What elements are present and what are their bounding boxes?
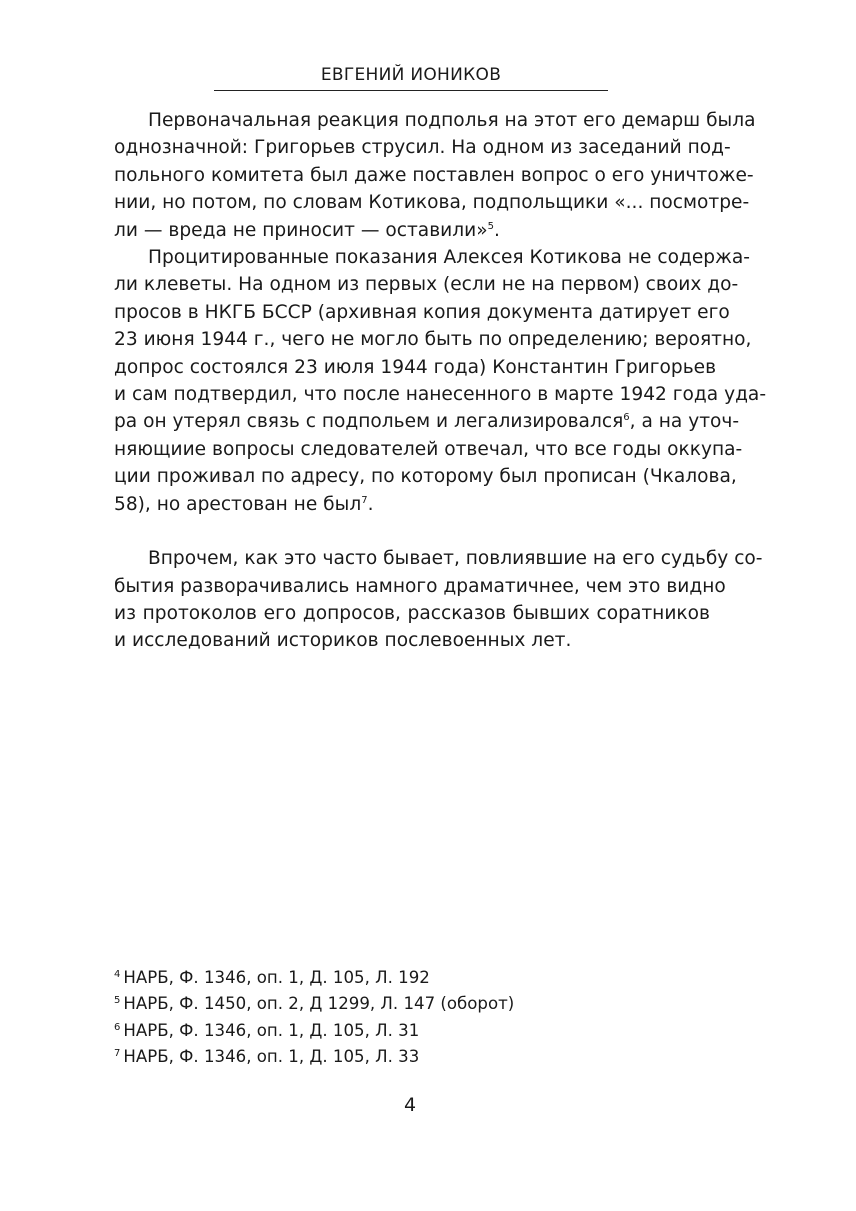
text-line: Первоначальная реакция подполья на этот его демарш была (148, 110, 756, 131)
footnote-ref-7[interactable]: 7 (361, 494, 368, 506)
footnote-text: НАРБ, Ф. 1346, оп. 1, Д. 105, Л. 31 (123, 1020, 420, 1040)
text-line: нии, но потом, по словам Котикова, подпольщики «... посмотре- (114, 192, 750, 214)
footnote-number: 6 (114, 1021, 121, 1033)
text-line: бытия разворачивались намного драматичнее, чем это видно (114, 575, 726, 597)
body-text (114, 107, 767, 655)
text-line: просов в НКГБ БССР (архивная копия документа датирует его (114, 301, 730, 323)
header-rule (214, 90, 608, 91)
text-line (114, 491, 710, 518)
text-line: и исследований историков послевоенных лет. (114, 630, 572, 652)
text-line-content: ра он утерял связь с подпольем и легализировался (114, 411, 624, 433)
text-line: Впрочем, как это часто бывает, повлиявшие на его судьбу со- (148, 548, 763, 570)
text-line (114, 408, 740, 435)
text-line: Процитированные показания Алексея Котикова не содержа- (148, 247, 750, 269)
paragraph-3 (114, 545, 763, 655)
footnote-5 (114, 991, 714, 1017)
text-line: допрос состоялся 23 июля 1944 года) Константин Григорьев (114, 356, 717, 378)
text-line-content: 58), но арестован не был (114, 493, 362, 515)
paragraph-1 (114, 107, 756, 244)
footnote-6 (114, 1018, 714, 1044)
paragraph-2 (114, 244, 767, 518)
text-line: и сам подтвердил, что после нанесенного в марте 1942 года уда- (114, 384, 767, 406)
text-line: из протоколов его допросов, рассказов бывших соратников (114, 602, 710, 624)
footnote-7 (114, 1044, 714, 1070)
footnote-text: НАРБ, Ф. 1346, оп. 1, Д. 105, Л. 33 (123, 1047, 420, 1067)
paragraph-spacer (114, 518, 710, 545)
footnotes (114, 965, 714, 1071)
text-line: 23 июня 1944 г., чего не могло быть по определению; вероятно, (114, 329, 752, 351)
text-line-content: ли — вреда не приносит — оставили» (114, 219, 488, 241)
text-line-tail: . (493, 219, 500, 241)
footnote-ref-6[interactable]: 6 (623, 412, 630, 424)
text-line-tail: , а на уточ- (629, 411, 740, 433)
text-line-tail: . (367, 493, 374, 515)
text-line (114, 217, 710, 244)
text-line: няющиие вопросы следователей отвечал, что все годы оккупа- (114, 438, 743, 460)
text-line: ли клеветы. На одном из первых (если не на первом) своих до- (114, 274, 739, 296)
footnote-4 (114, 965, 714, 991)
text-line: однозначной: Григорьев струсил. На одном из заседаний под- (114, 137, 731, 159)
text-line: польного комитета был даже поставлен вопрос о его уничтоже- (114, 164, 754, 186)
footnote-text: НАРБ, Ф. 1450, оп. 2, Д 1299, Л. 147 (оборот) (123, 994, 515, 1014)
text-line: ции проживал по адресу, по которому был прописан (Чкалова, (114, 466, 737, 488)
footnote-number: 5 (114, 995, 121, 1007)
page-number: 4 (403, 1094, 417, 1116)
footnote-number: 4 (114, 969, 121, 980)
footnote-text: НАРБ, Ф. 1346, оп. 1, Д. 105, Л. 192 (123, 968, 430, 987)
footnote-ref-5[interactable]: 5 (487, 220, 494, 232)
footnote-number: 7 (114, 1048, 121, 1060)
running-head: ЕВГЕНИЙ ИОНИКОВ (320, 65, 502, 85)
